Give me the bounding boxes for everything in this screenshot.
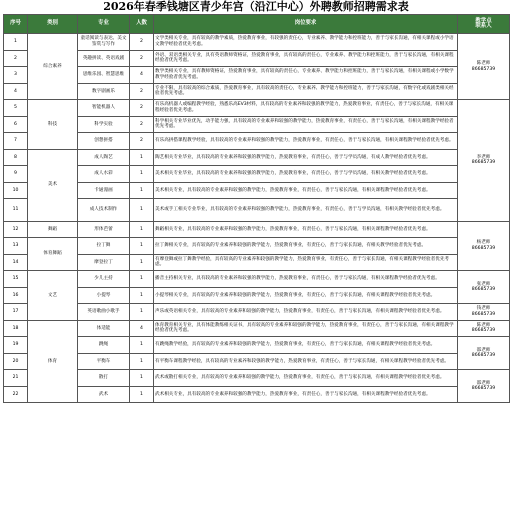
contact-cell: 陈老师 86685739 [458, 320, 510, 337]
count-cell: 1 [130, 353, 154, 370]
row-no: 9 [4, 166, 28, 183]
header-row [4, 15, 510, 34]
table-row [4, 116, 510, 133]
requirement-cell: 有乐高拼搭课程教学经验，具有较高的专业素养和较强的教学能力，热爱教育事业，有责任心，善于与家长沟通，有相关课程教学经验者优先考虑。 [154, 133, 458, 150]
row-no: 11 [4, 199, 28, 222]
major-cell: 体适能 [78, 320, 130, 337]
major-cell: 数字剧画乐 [78, 83, 130, 100]
table-row [4, 199, 510, 222]
page-title: 2026年春季钱塘区青少年宫（沿江中心）外聘教师招聘需求表 [103, 0, 409, 13]
major-cell: 科学实验 [78, 116, 130, 133]
major-cell: 英趣拼读、英语戏剧 [78, 50, 130, 67]
table-row [4, 337, 510, 354]
major-cell: 智能机器人 [78, 100, 130, 117]
category-cell: 体育 [28, 320, 78, 403]
count-cell: 1 [130, 182, 154, 199]
count-cell: 1 [130, 238, 154, 255]
row-no: 8 [4, 149, 28, 166]
major-cell: 成人水彩 [78, 166, 130, 183]
count-cell: 1 [130, 287, 154, 304]
row-no: 16 [4, 287, 28, 304]
requirement-cell: 声乐或英语相关专业，具有较高的专业素养和较强的教学能力，热爱教育事业，有责任心，善于与家长沟通，有相关课程教学经验者优先考虑。 [154, 304, 458, 321]
table-row [4, 353, 510, 370]
table-row [4, 370, 510, 387]
row-no: 4 [4, 83, 28, 100]
row-no: 1 [4, 34, 28, 51]
major-cell: 成人技术制作 [78, 199, 130, 222]
row-no: 6 [4, 116, 28, 133]
table-row [4, 83, 510, 100]
row-no: 7 [4, 133, 28, 150]
major-cell: 小提琴 [78, 287, 130, 304]
category-cell: 体育舞蹈 [28, 238, 78, 271]
category-cell: 科技 [28, 100, 78, 150]
major-cell: 武术 [78, 386, 130, 403]
header-contact: 教学点 联系人 [458, 15, 510, 34]
count-cell: 1 [130, 199, 154, 222]
row-no: 2 [4, 50, 28, 67]
requirement-cell: 体育教育相关专业，具有体能教练相关证书，具有较高的专业素养和较强的教学能力，热爱教育事业，有责任心，善于与家长沟通，有相关课程教学经验者优先考虑。 [154, 320, 458, 337]
count-cell: 2 [130, 50, 154, 67]
requirement-cell: 有摩登舞或拉丁舞教学经验，具有较高的专业素养和较强的教学能力，热爱教育事业，有责任心，善于与家长沟通，有相关课程教学经验者优先考虑。 [154, 254, 458, 271]
requirement-cell: 有乐高机器人或编程教学经验，熟悉乐高EV3材料，具有较高的专业素养和较强的教学能力，热爱教育事业，有责任心，善于与家长沟通，有相关课程经验者优先考虑。 [154, 100, 458, 117]
table-row [4, 67, 510, 84]
major-cell: 成人陶艺 [78, 149, 130, 166]
requirement-cell: 播音主持相关专业，具有较高的专业素养和较强的教学能力，热爱教育事业，有责任心，善于与家长沟通，有相关课程教学经验者优先考虑。 [154, 271, 458, 288]
row-no: 5 [4, 100, 28, 117]
table-row [4, 100, 510, 117]
contact-cell: 李老师 86685739 [458, 100, 510, 222]
requirement-cell: 外语、双语类相关专业，具有英语教师资格证，热爱教育事业，具有较高的责任心，专业素养、教学能力和控班能力，善于与家长沟通，有相关课程经验者优先考虑。 [154, 50, 458, 67]
table-row [4, 50, 510, 67]
count-cell: 1 [130, 386, 154, 403]
count-cell: 4 [130, 67, 154, 84]
count-cell: 2 [130, 133, 154, 150]
requirement-cell: 有平衡车课程教学经验，具有较高的专业素养和较强的教学能力，热爱教育事业，有责任心，善于与家长沟通，有相关课程教学经验者优先考虑。 [154, 353, 458, 370]
requirement-cell: 文学类相关专业，具有较高的教学素质，热爱教育事业，有较强的责任心，专业素养、教学能力和控班能力，善于与家长沟通，有相关课程或小学语文教学经验者优先考虑。 [154, 34, 458, 51]
count-cell: 4 [130, 320, 154, 337]
major-cell: 拉丁舞 [78, 238, 130, 255]
header-category: 类别 [28, 15, 78, 34]
count-cell: 2 [130, 83, 154, 100]
major-cell: 散打 [78, 370, 130, 387]
row-no: 19 [4, 337, 28, 354]
requirement-cell: 武术或散打相关专业，具有较高的专业素养和较强的教学能力，热爱教育事业，有责任心，善于与家长沟通，有相关课程教学经验者优先考虑。 [154, 370, 458, 387]
count-cell: 1 [130, 304, 154, 321]
count-cell: 2 [130, 116, 154, 133]
major-cell: 形体芭蕾 [78, 221, 130, 238]
major-cell: 平衡车 [78, 353, 130, 370]
count-cell: 1 [130, 271, 154, 288]
row-no: 14 [4, 254, 28, 271]
count-cell: 1 [130, 337, 154, 354]
count-cell: 2 [130, 34, 154, 51]
table-row [4, 304, 510, 321]
count-cell: 1 [130, 166, 154, 183]
table-row [4, 34, 510, 51]
major-cell: 摩登拉丁 [78, 254, 130, 271]
requirement-cell: 美术相关专业毕业，具有较高的专业素养和较强的教学能力，热爱教育事业，有责任心，善于与学员沟通，有相关教学经验者优先考虑。 [154, 166, 458, 183]
contact-cell: 钱老师 86685739 [458, 304, 510, 321]
header-requirement: 岗位要求 [154, 15, 458, 34]
category-cell: 美术 [28, 149, 78, 221]
major-cell: 英语歌曲小歌手 [78, 304, 130, 321]
contact-cell: 陈老师 86685739 [458, 34, 510, 100]
count-cell: 1 [130, 149, 154, 166]
table-row [4, 166, 510, 183]
requirement-cell: 美术或手工相关专业毕业，具有较高的专业素养和较强的教学能力，热爱教育事业，有责任心，善于与学员沟通，有相关教学经验者优先考虑。 [154, 199, 458, 222]
requirement-cell: 陶艺相关专业毕业，具有较高的专业素养和较强的教学能力，热爱教育事业，有责任心，善于与学员沟通，有成人教学经验者优先考虑。 [154, 149, 458, 166]
header-no: 序号 [4, 15, 28, 34]
major-cell: 少儿主持 [78, 271, 130, 288]
table-row [4, 133, 510, 150]
requirement-cell: 拉丁舞相关专业，具有较高的专业素养和较强的教学能力，热爱教育事业，有责任心，善于与家长沟通，有相关教学经验者优先考虑。 [154, 238, 458, 255]
requirement-cell: 美术相关专业，具有较高的专业素养和较强的教学能力，热爱教育事业，有责任心，善于与家长沟通，有相关课程教学经验者优先考虑。 [154, 182, 458, 199]
header-count: 人数 [130, 15, 154, 34]
row-no: 10 [4, 182, 28, 199]
count-cell: 2 [130, 100, 154, 117]
major-cell: 跳绳 [78, 337, 130, 354]
contact-cell: 邵老师 86685739 [458, 337, 510, 370]
count-cell: 1 [130, 254, 154, 271]
contact-cell: 张老师 86685739 [458, 271, 510, 304]
table-row [4, 254, 510, 271]
major-cell: 童话阅读与表达、美文鉴赏与写作 [78, 34, 130, 51]
row-no: 20 [4, 353, 28, 370]
count-cell: 1 [130, 370, 154, 387]
header-major: 专业 [78, 15, 130, 34]
row-no: 22 [4, 386, 28, 403]
table-row [4, 320, 510, 337]
row-no: 3 [4, 67, 28, 84]
major-cell: 思维乐园、智慧思维 [78, 67, 130, 84]
contact-cell: 邵老师 86685739 [458, 370, 510, 403]
row-no: 18 [4, 320, 28, 337]
requirement-cell: 专业不限，具有较高的综合素质，热爱教育事业，具有较高的责任心，专业素养、教学能力和控班能力，善于与家长沟通，有数字化或戏剧类相关经验者优先考虑。 [154, 83, 458, 100]
table-row [4, 386, 510, 403]
category-cell: 舞蹈 [28, 221, 78, 238]
major-cell: 创想拼搭 [78, 133, 130, 150]
major-cell: 卡通漫画 [78, 182, 130, 199]
table-row [4, 287, 510, 304]
table-row [4, 221, 510, 238]
count-cell: 1 [130, 221, 154, 238]
category-cell: 综合素养 [28, 34, 78, 100]
requirement-cell: 有跳绳教学经验，具有较高的专业素养和较强的教学能力，热爱教育事业，有责任心，善于与家长沟通，有相关课程教学经验者优先考虑。 [154, 337, 458, 354]
requirement-cell: 数学类相关专业，具有教师资格证，热爱教育事业，具有较高的责任心，专业素养、教学能力和控班能力，善于与家长沟通，有相关课程或小学数学教学经验者优先考虑。 [154, 67, 458, 84]
requirement-cell: 武术相关专业，具有较高的专业素养和较强的教学能力，热爱教育事业，有责任心，善于与家长沟通，有相关课程教学经验者优先考虑。 [154, 386, 458, 403]
row-no: 17 [4, 304, 28, 321]
table-row [4, 182, 510, 199]
requirement-cell: 科学相关专业毕业优先，动手能力强，具有较高的专业素养和较强的教学能力，热爱教育事业，有责任心，善于与家长沟通，有相关课程教学经验者优先考虑。 [154, 116, 458, 133]
contact-cell: 杨老师 86685739 [458, 221, 510, 271]
table-row [4, 271, 510, 288]
table-row [4, 149, 510, 166]
recruitment-table [3, 14, 510, 403]
row-no: 21 [4, 370, 28, 387]
row-no: 12 [4, 221, 28, 238]
requirement-cell: 小提琴相关专业，具有较高的专业素养和较强的教学能力，热爱教育事业，有责任心，善于与家长沟通，有相关课程教学经验者优先考虑。 [154, 287, 458, 304]
table-row [4, 238, 510, 255]
requirement-cell: 舞蹈相关专业，具有较高的专业素养和较强的教学能力，热爱教育事业，有责任心，善于与家长沟通，有相关课程教学经验者优先考虑。 [154, 221, 458, 238]
category-cell: 文艺 [28, 271, 78, 321]
row-no: 13 [4, 238, 28, 255]
row-no: 15 [4, 271, 28, 288]
